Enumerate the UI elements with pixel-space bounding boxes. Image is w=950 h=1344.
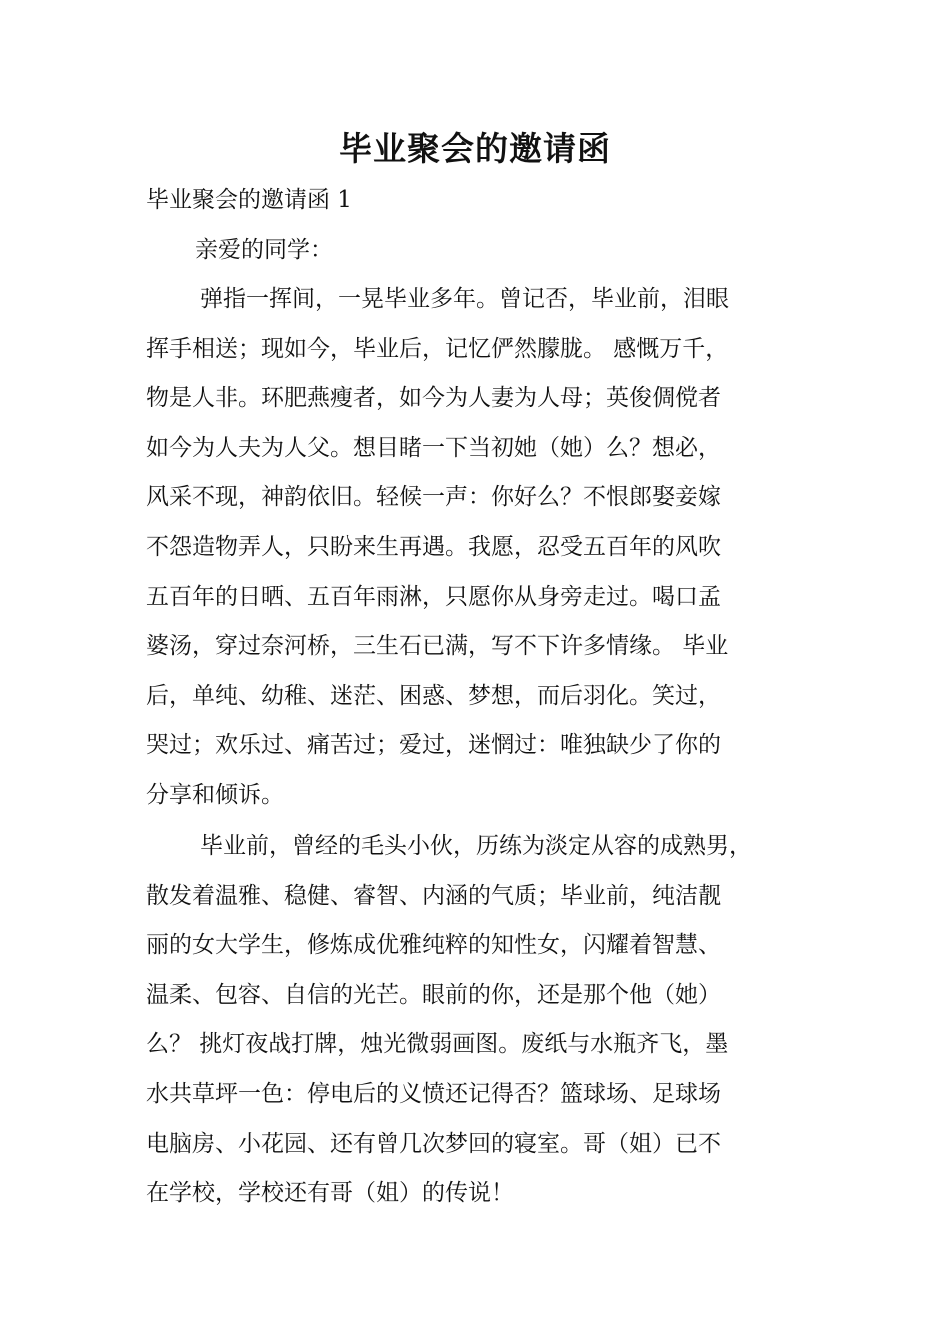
paragraph-line: 电脑房、小花园、还有曾几次梦回的寝室。哥（姐）已不 <box>146 1130 721 1157</box>
paragraph-line: 风采不现，神韵依旧。轻候一声：你好么？不恨郎娶妾嫁 <box>146 484 721 511</box>
paragraph-line: 哭过；欢乐过、痛苦过；爱过，迷惘过：唯独缺少了你的 <box>146 732 721 759</box>
paragraph-line: 毕业前，曾经的毛头小伙，历练为淡定从容的成熟男， <box>200 833 752 859</box>
paragraph-line: 分享和倾诉。 <box>146 781 284 808</box>
paragraph-line: 弹指一挥间，一晃毕业多年。曾记否，毕业前，泪眼 <box>200 286 729 312</box>
paragraph-line: 丽的女大学生，修炼成优雅纯粹的知性女，闪耀着智慧、 <box>146 932 721 959</box>
document-title: 毕业聚会的邀请函 <box>339 129 611 168</box>
paragraph-1 <box>146 275 808 821</box>
salutation: 亲爱的同学： <box>195 237 333 263</box>
section-heading: 毕业聚会的邀请函 1 <box>146 187 352 213</box>
paragraph-line: 不怨造物弄人，只盼来生再遇。我愿，忍受五百年的风吹 <box>146 533 721 560</box>
paragraph-line: 婆汤，穿过奈河桥，三生石已满，写不下许多情缘。 毕业 <box>146 633 729 660</box>
paragraph-line: 么？ 挑灯夜战打牌，烛光微弱画图。废纸与水瓶齐飞，墨 <box>146 1031 729 1058</box>
paragraph-line: 五百年的日晒、五百年雨淋，只愿你从身旁走过。喝口孟 <box>146 583 721 610</box>
paragraph-line: 挥手相送；现如今，毕业后，记忆俨然朦胧。 感慨万千， <box>146 335 729 362</box>
paragraph-line: 后，单纯、幼稚、迷茫、困惑、梦想，而后羽化。笑过， <box>146 682 721 709</box>
paragraph-line: 散发着温雅、稳健、睿智、内涵的气质；毕业前，纯洁靓 <box>146 882 721 909</box>
paragraph-line: 温柔、包容、自信的光芒。眼前的你，还是那个他（她） <box>146 981 721 1008</box>
paragraph-line: 物是人非。环肥燕瘦者，如今为人妻为人母；英俊倜傥者 <box>146 385 721 412</box>
paragraph-line: 水共草坪一色：停电后的义愤还记得否？篮球场、足球场 <box>146 1080 721 1107</box>
paragraph-line: 如今为人夫为人父。想目睹一下当初她（她）么？想必， <box>146 434 721 461</box>
paragraph-2 <box>146 822 808 1219</box>
paragraph-line: 在学校，学校还有哥（姐）的传说！ <box>146 1180 514 1207</box>
